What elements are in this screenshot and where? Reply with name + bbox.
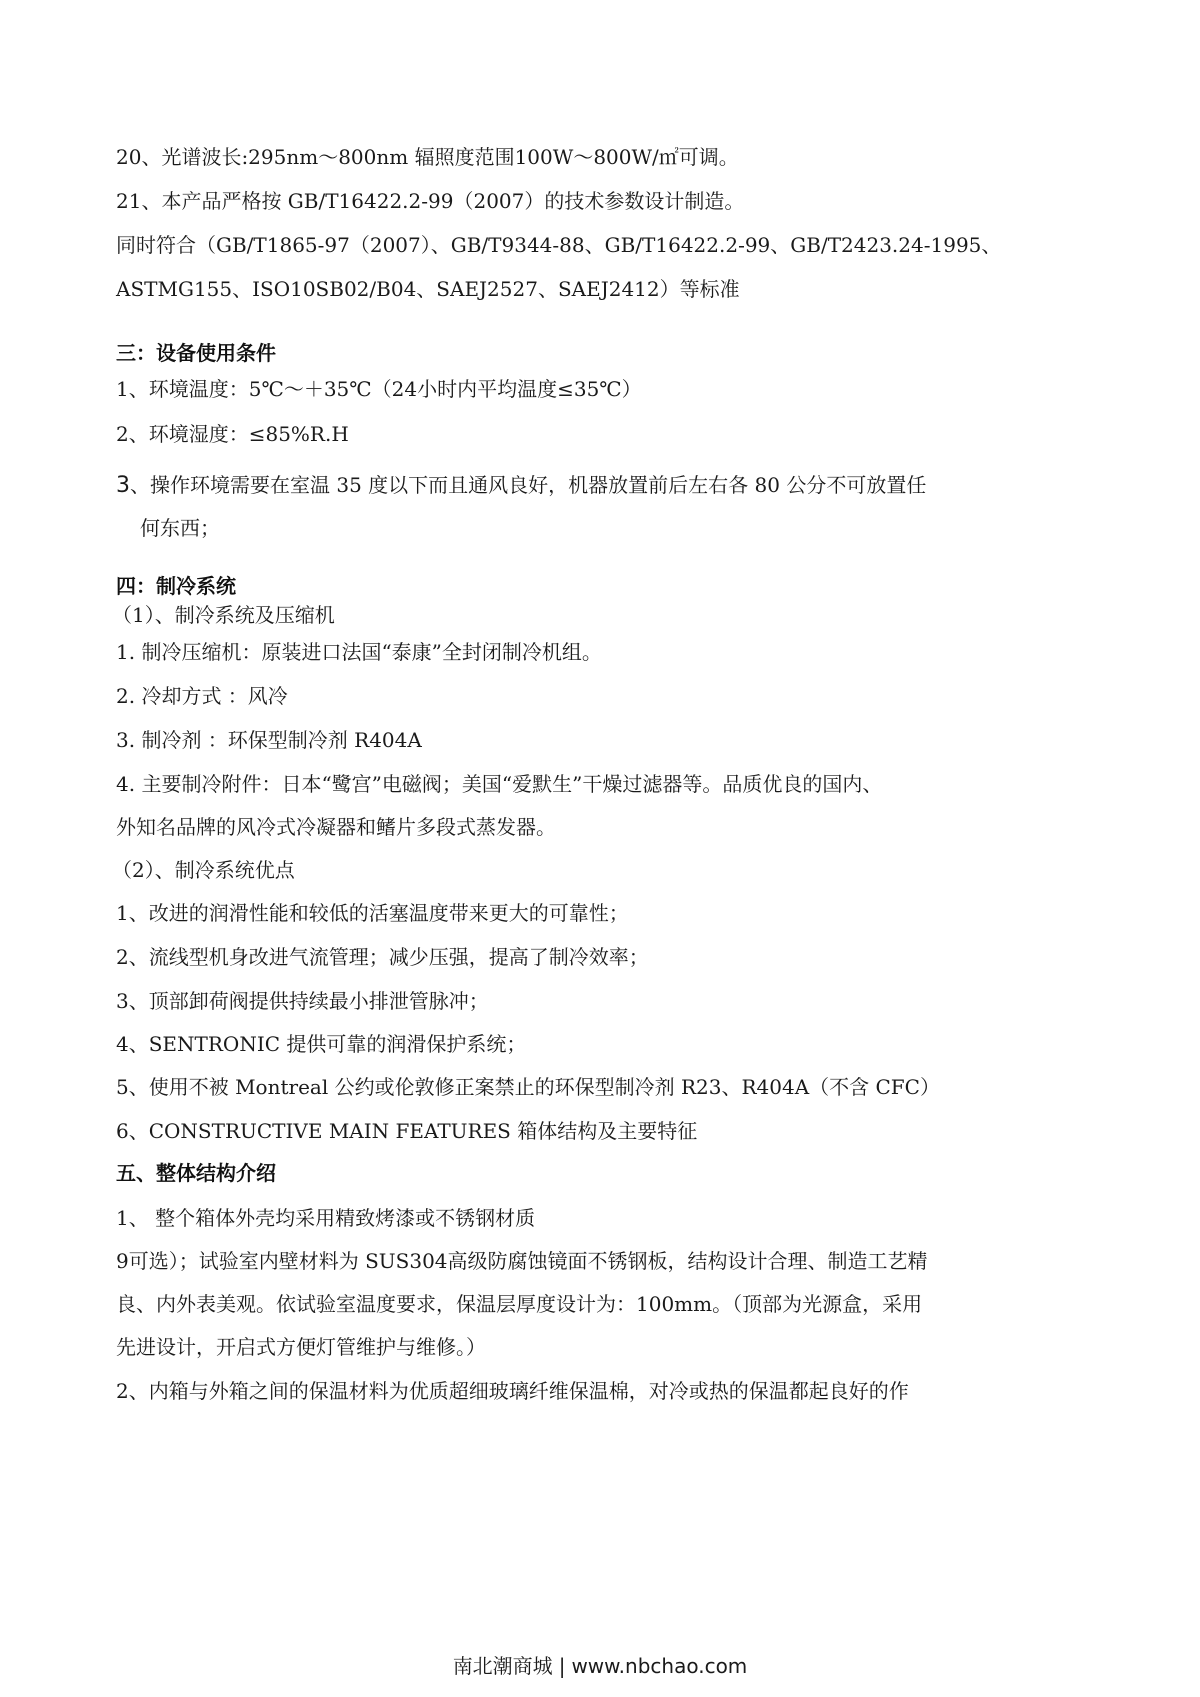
condition-item-3-continuation: 何东西； bbox=[140, 516, 220, 540]
condition-item-1: 1、环境温度：5℃～＋35℃（24小时内平均温度≤35℃） bbox=[116, 377, 642, 401]
condition-item-3 bbox=[116, 472, 926, 499]
compressor-item-3: 3. 制冷剂 ：环保型制冷剂 R404A bbox=[116, 728, 422, 752]
compressor-item-1: 1. 制冷压缩机：原装进口法国“泰康”全封闭制冷机组。 bbox=[116, 640, 602, 664]
page-footer bbox=[0, 1650, 1200, 1679]
standards-line-2: ASTMG155、ISO10SB02/B04、SAEJ2527、SAEJ2412）等标准 bbox=[116, 277, 740, 301]
spec-item-20: 20、光谱波长:295nm～800nm 辐照度范围100W～800W/㎡可调。 bbox=[116, 145, 739, 169]
footer-brand: 南北潮商城 bbox=[452, 1654, 553, 1678]
advantage-item-5: 5、使用不被 Montreal 公约或伦敦修正案禁止的环保型制冷剂 R23、R404A（不含 CFC） bbox=[116, 1075, 940, 1099]
structure-line-2: 9可选）；试验室内壁材料为 SUS304高级防腐蚀镜面不锈钢板，结构设计合理、制造工艺精 bbox=[116, 1249, 928, 1273]
spec-item-21: 21、本产品严格按 GB/T16422.2-99（2007）的技术参数设计制造。 bbox=[116, 189, 745, 213]
compressor-item-2: 2. 冷却方式 ：风冷 bbox=[116, 684, 288, 708]
subsection-compressor-label: （1）、制冷系统及压缩机 bbox=[112, 603, 335, 627]
condition-item-2: 2、环境湿度：≤85%R.H bbox=[116, 422, 349, 446]
structure-line-5: 2、内箱与外箱之间的保温材料为优质超细玻璃纤维保温棉，对冷或热的保温都起良好的作 bbox=[116, 1379, 909, 1403]
structure-line-1: 1、 整个箱体外壳均采用精致烤漆或不锈钢材质 bbox=[116, 1206, 536, 1230]
condition-item-3-text: 、操作环境需要在室温 35 度以下而且通风良好，机器放置前后左右各 80 公分不可放置任 bbox=[130, 473, 927, 497]
standards-line-1: 同时符合（GB/T1865-97（2007）、GB/T9344-88、GB/T16422.2-99、GB/T2423.24-1995、 bbox=[116, 233, 1002, 257]
advantage-item-2: 2、流线型机身改进气流管理；减少压强，提高了制冷效率； bbox=[116, 945, 649, 969]
section-3-heading: 三：设备使用条件 bbox=[116, 341, 276, 365]
advantage-item-1: 1、改进的润滑性能和较低的活塞温度带来更大的可靠性； bbox=[116, 901, 629, 925]
structure-line-3: 良、内外表美观。依试验室温度要求，保温层厚度设计为：100mm。（顶部为光源盒，采用 bbox=[116, 1292, 923, 1316]
subsection-advantages-label: （2）、制冷系统优点 bbox=[112, 858, 295, 882]
condition-item-3-number: 3 bbox=[116, 473, 130, 498]
footer-url[interactable]: www.nbchao.com bbox=[571, 1654, 748, 1678]
compressor-item-4-continuation: 外知名品牌的风冷式冷凝器和鳍片多段式蒸发器。 bbox=[116, 815, 556, 839]
section-4-heading: 四：制冷系统 bbox=[116, 574, 236, 598]
section-5-heading: 五、整体结构介绍 bbox=[116, 1161, 276, 1185]
advantage-item-3: 3、顶部卸荷阀提供持续最小排泄管脉冲； bbox=[116, 989, 489, 1013]
advantage-item-4: 4、SENTRONIC 提供可靠的润滑保护系统； bbox=[116, 1032, 527, 1056]
footer-separator: | bbox=[558, 1654, 566, 1678]
advantage-item-6: 6、CONSTRUCTIVE MAIN FEATURES 箱体结构及主要特征 bbox=[116, 1119, 698, 1143]
structure-line-4: 先进设计，开启式方便灯管维护与维修。） bbox=[116, 1335, 486, 1359]
compressor-item-4: 4. 主要制冷附件：日本“鹭宫”电磁阀；美国“爱默生”干燥过滤器等。品质优良的国内、 bbox=[116, 772, 883, 796]
